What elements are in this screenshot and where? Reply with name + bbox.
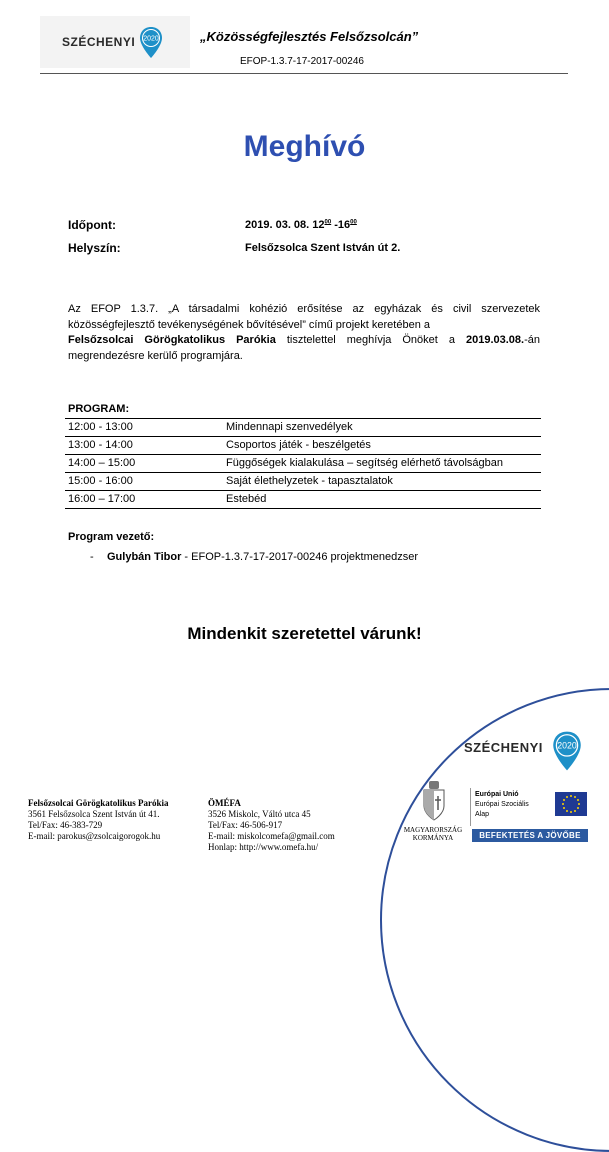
org-omefa-address: 3526 Miskolc, Váltó utca 45	[208, 809, 311, 819]
place-label: Helyszín:	[68, 241, 121, 255]
program-time: 12:00 - 13:00	[65, 419, 223, 437]
szechenyi-logo-text: SZÉCHENYI	[62, 35, 136, 49]
szechenyi-pin-icon	[552, 730, 582, 772]
org-omefa-email: E-mail: miskolcomefa@gmail.com	[208, 831, 335, 841]
program-time: 14:00 – 15:00	[65, 455, 223, 473]
program-activity: Estebéd	[223, 491, 541, 509]
leader-bullet: -	[90, 551, 94, 563]
place-value: Felsőzsolca Szent István út 2.	[245, 242, 401, 254]
host-organization: Felsőzsolcai Görögkatolikus Parókia	[68, 334, 276, 346]
project-code: EFOP-1.3.7-17-2017-00246	[240, 56, 364, 67]
leader-heading: Program vezető:	[68, 531, 155, 543]
program-activity: Mindennapi szenvedélyek	[223, 419, 541, 437]
org-omefa-name: ÖMÉFA	[208, 798, 241, 808]
program-table	[65, 418, 541, 509]
hungarian-coat-of-arms-icon	[420, 780, 448, 822]
eu-slogan-band: BEFEKTETÉS A JÖVŐBE	[472, 829, 588, 842]
eu-flag-icon	[555, 792, 587, 816]
org-parish-email: E-mail: parokus@zsolcaigorogok.hu	[28, 831, 161, 841]
header-divider	[40, 73, 568, 74]
table-row	[65, 491, 541, 509]
szechenyi-year-label: 2020	[143, 35, 159, 43]
org-parish-address: 3561 Felsőzsolca Szent István út 41.	[28, 809, 160, 819]
time-value	[245, 219, 357, 231]
time-separator: -16	[331, 219, 351, 231]
szechenyi-logo-footer-text: SZÉCHENYI	[464, 740, 543, 755]
org-parish-name: Felsőzsolcai Görögkatolikus Parókia	[28, 798, 169, 808]
table-row	[65, 473, 541, 491]
time-label: Időpont:	[68, 218, 116, 232]
leader-name: Gulybán Tibor	[107, 551, 182, 563]
eu-line-3: Alap	[475, 811, 490, 818]
program-activity: Csoportos játék - beszélgetés	[223, 437, 541, 455]
szechenyi-year-label: 2020	[557, 740, 577, 751]
leader-line	[90, 551, 418, 563]
eu-text	[475, 790, 529, 820]
org-omefa-web: Honlap: http://www.omefa.hu/	[208, 842, 319, 852]
program-activity: Függőségek kialakulása – segítség elérhető távolságban	[223, 455, 541, 473]
paragraph-line-1: Az EFOP 1.3.7. „A társadalmi kohézió erősítése az egyházak és civil szervezetek	[68, 303, 540, 315]
org-parish-phone: Tel/Fax: 46-383-729	[28, 820, 103, 830]
page-title: Meghívó	[243, 130, 366, 163]
time-end-minutes: 00	[350, 219, 357, 226]
org-omefa-phone: Tel/Fax: 46-506-917	[208, 820, 283, 830]
gov-line-1: MAGYARORSZÁG	[403, 826, 463, 834]
event-date: 2019.03.08.	[465, 334, 525, 346]
org-parish	[28, 798, 169, 842]
paragraph-line-3-mid: tisztelettel meghívja Önöket a	[275, 334, 466, 346]
table-row	[65, 455, 541, 473]
org-omefa	[208, 798, 335, 853]
program-heading: PROGRAM:	[68, 403, 130, 415]
szechenyi-logo-header	[40, 16, 190, 68]
project-title: „Közösségfejlesztés Felsőzsolcán”	[200, 29, 419, 44]
hungarian-government-label	[398, 826, 468, 842]
eu-line-1: Európai Unió	[475, 791, 519, 798]
invitation-paragraph	[68, 302, 540, 364]
table-row	[65, 419, 541, 437]
szechenyi-pin-icon	[139, 26, 163, 59]
table-row	[65, 437, 541, 455]
program-time: 16:00 – 17:00	[65, 491, 223, 509]
eu-line-2: Európai Szociális	[475, 801, 529, 808]
program-time: 13:00 - 14:00	[65, 437, 223, 455]
paragraph-line-4: megrendezésre kerülő programjára.	[68, 349, 243, 362]
program-time: 15:00 - 16:00	[65, 473, 223, 491]
closing-message: Mindenkit szeretettel várunk!	[187, 624, 422, 643]
paragraph-line-3-end: -án	[524, 334, 540, 346]
time-date: 2019. 03. 08. 12	[245, 219, 325, 231]
time-start-minutes: 00	[324, 219, 332, 226]
leader-role: - EFOP-1.3.7-17-2017-00246 projektmenedzser	[181, 551, 418, 563]
paragraph-line-2: közösségfejlesztő tevékenységének bővítésével” című projekt keretében a	[68, 318, 430, 331]
program-activity: Saját élethelyzetek - tapasztalatok	[223, 473, 541, 491]
gov-line-2: KORMÁNYA	[412, 834, 454, 842]
paragraph-line-3	[68, 333, 540, 349]
